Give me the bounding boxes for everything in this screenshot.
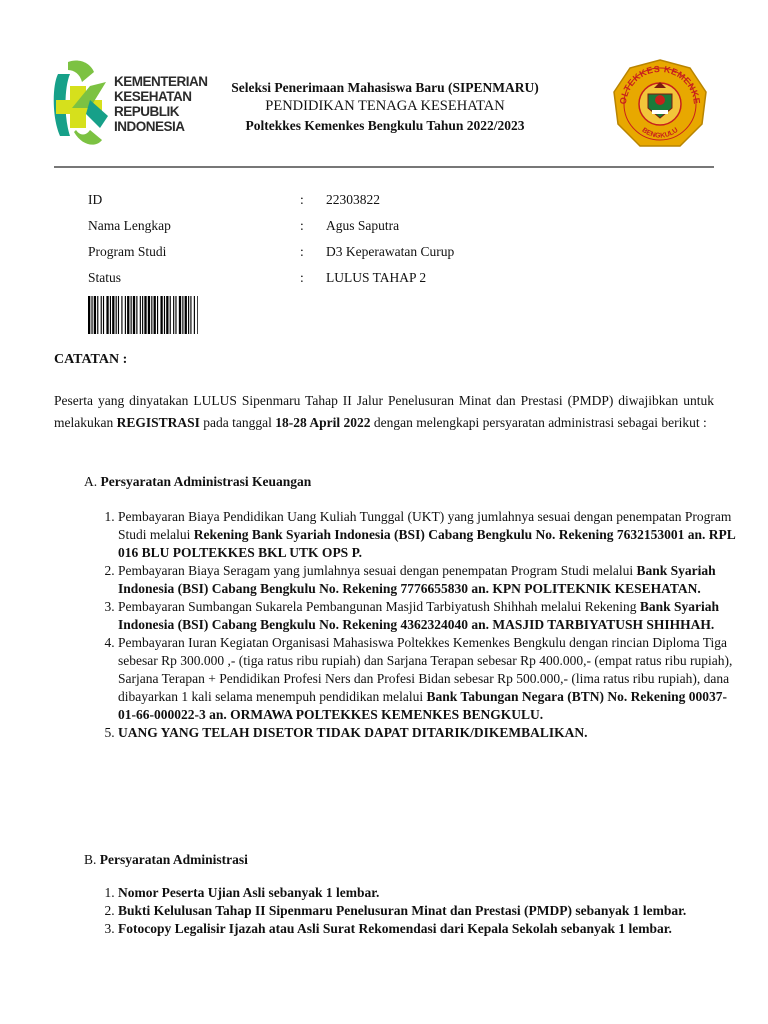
info-separator: : xyxy=(300,244,304,259)
requirement-bold-text: UANG YANG TELAH DISETOR TIDAK DAPAT DITARIK/DIKEMBALIKAN. xyxy=(118,725,588,740)
barcode-bar xyxy=(160,296,162,334)
info-label: ID xyxy=(88,192,103,207)
header-title-line-1: Seleksi Penerimaan Mahasiswa Baru (SIPENMARU) xyxy=(231,80,539,95)
ministry-logo xyxy=(50,56,208,152)
requirement-item xyxy=(118,920,736,938)
barcode-bar xyxy=(101,296,102,334)
section-b-heading: Persyaratan Administrasi xyxy=(99,852,248,867)
seal-bottom-text: BENGKULU xyxy=(640,126,680,140)
section-b-list xyxy=(100,884,736,938)
requirement-bold-text: Bukti Kelulusan Tahap II Sipenmaru Penelusuran Minat dan Prestasi (PMDP) sebanyak 1 lembar. xyxy=(118,903,687,918)
section-a-list xyxy=(100,508,736,742)
info-value: 22303822 xyxy=(326,192,380,207)
barcode-bar xyxy=(136,296,137,334)
barcode-bar xyxy=(157,296,158,334)
requirement-item xyxy=(118,634,736,724)
section-b-prefix: B. xyxy=(84,852,100,867)
barcode-bar xyxy=(127,296,129,334)
barcode-bar xyxy=(154,296,156,334)
barcode-bar xyxy=(170,296,171,334)
barcode-bar xyxy=(148,296,150,334)
barcode-bar xyxy=(91,296,92,334)
requirement-bold-text: Rekening Bank Syariah Indonesia (BSI) Cabang Bengkulu No. Rekening 7632153001 an. RPL 016 BLU POLTEKKES BKL UTK OPS P. xyxy=(118,527,736,560)
barcode-bar xyxy=(175,296,176,334)
barcode-bar xyxy=(97,296,98,334)
poltekkes-seal xyxy=(610,58,710,150)
info-separator: : xyxy=(300,192,304,207)
info-value: Agus Saputra xyxy=(326,218,400,233)
ministry-line-2: KESEHATAN xyxy=(114,89,192,104)
requirement-bold-text: Fotocopy Legalisir Ijazah atau Asli Surat Rekomendasi dari Kepala Sekolah sebanyak 1 lembar. xyxy=(118,921,672,936)
requirement-text: Pembayaran Sumbangan Sukarela Pembangunan Masjid Tarbiyatush Shihhah melalui Rekening xyxy=(118,599,640,614)
barcode-bar xyxy=(151,296,152,334)
intro-text: pada tanggal xyxy=(199,415,276,430)
barcode-bar xyxy=(144,296,146,334)
barcode-bar xyxy=(188,296,189,334)
barcode-bar xyxy=(106,296,108,334)
barcode-bar xyxy=(94,296,96,334)
info-separator: : xyxy=(300,270,304,285)
barcode-bar xyxy=(197,296,198,334)
section-a-title xyxy=(84,474,311,490)
requirement-bold-text: Nomor Peserta Ujian Asli sebanyak 1 lembar. xyxy=(118,885,380,900)
barcode-bar xyxy=(166,296,168,334)
barcode-bar xyxy=(164,296,165,334)
requirement-bold-text: Bank Syariah Indonesia (BSI) Cabang Bengkulu No. Rekening 4362324040 an. MASJID TARBIYATUSH SHIHHAH. xyxy=(118,599,719,632)
barcode-bar xyxy=(140,296,141,334)
header-divider xyxy=(54,166,714,168)
section-b-title xyxy=(84,852,248,868)
barcode-bar xyxy=(142,296,143,334)
info-label: Program Studi xyxy=(88,244,167,259)
info-value: D3 Keperawatan Curup xyxy=(326,244,455,259)
info-label: Nama Lengkap xyxy=(88,218,171,233)
requirement-item xyxy=(118,508,736,562)
info-separator: : xyxy=(300,218,304,233)
requirement-item xyxy=(118,562,736,598)
requirement-text: Pembayaran Biaya Seragam yang jumlahnya sesuai dengan penempatan Program Studi melalui xyxy=(118,563,637,578)
barcode-bar xyxy=(118,296,119,334)
barcode-bar xyxy=(179,296,181,334)
info-value: LULUS TAHAP 2 xyxy=(326,270,427,285)
intro-registration-keyword: REGISTRASI xyxy=(116,415,200,430)
requirement-item xyxy=(118,884,736,902)
intro-paragraph xyxy=(54,390,714,434)
barcode-bar xyxy=(133,296,135,334)
barcode-bar xyxy=(103,296,104,334)
intro-text: dengan melengkapi persyaratan administrasi sebagai berikut : xyxy=(370,415,707,430)
ministry-line-3: REPUBLIK xyxy=(114,104,180,119)
intro-registration-dates: 18-28 April 2022 xyxy=(275,415,371,430)
barcode-bar xyxy=(173,296,174,334)
header-title-line-2: PENDIDIKAN TENAGA KESEHATAN xyxy=(265,98,505,114)
header-title-line-3: Poltekkes Kemenkes Bengkulu Tahun 2022/2023 xyxy=(245,118,525,133)
info-label: Status xyxy=(88,270,122,285)
requirement-item xyxy=(118,902,736,920)
barcode-bar xyxy=(110,296,111,334)
section-a-heading: Persyaratan Administrasi Keuangan xyxy=(100,474,312,489)
intro-text: Peserta yang dinyatakan LULUS Sipenmaru Tahap II Jalur Penelusuran Minat dan Prestasi (PMDP) diwajibkan untuk melakukan xyxy=(54,393,714,430)
requirement-text: Pembayaran Iuran Kegiatan Organisasi Mahasiswa Poltekkes Kemenkes Bengkulu dengan rincian Diploma Tiga sebesar Rp 300.000 ,- (tiga ratus ribu rupiah) dan Sarjana Terapan sebesar Rp 400.000,- (empat ratus ribu rupiah), Sarjana Terapan + Pendidikan Profesi Ners dan Profesi Bidan sebesar Rp 500.000,- (lima ratus ribu rupiah), dana dibayarkan 1 kali selama menempuh pendidikan melalui xyxy=(118,635,733,704)
barcode-bar xyxy=(88,296,90,334)
barcode-bar xyxy=(112,296,114,334)
requirement-item xyxy=(118,598,736,634)
requirement-bold-text: Bank Syariah Indonesia (BSI) Cabang Bengkulu No. Rekening 7776655830 an. KPN POLITEKNIK KESEHATAN. xyxy=(118,563,716,596)
ministry-emblem-icon xyxy=(50,56,112,152)
barcode-bar xyxy=(185,296,187,334)
requirement-item xyxy=(118,724,736,742)
barcode-bar xyxy=(182,296,183,334)
requirement-text: Pembayaran Biaya Pendidikan Uang Kuliah Tunggal (UKT) yang jumlahnya sesuai dengan penempatan Program Studi melalui xyxy=(118,509,732,542)
barcode-bar xyxy=(194,296,195,334)
barcode xyxy=(88,296,198,334)
barcode-bar xyxy=(131,296,132,334)
seal-top-text: OLTEKKES KEMENKE xyxy=(617,63,703,105)
ministry-line-4: INDONESIA xyxy=(114,119,185,134)
barcode-bar xyxy=(125,296,126,334)
requirement-bold-text: Bank Tabungan Negara (BTN) No. Rekening 00037-01-66-000022-3 an. ORMAWA POLTEKKES KEMENKES BENGKULU. xyxy=(118,689,727,722)
document-header xyxy=(210,78,560,135)
barcode-bar xyxy=(121,296,122,334)
section-a-prefix: A. xyxy=(84,474,101,489)
notes-heading: CATATAN : xyxy=(54,352,128,367)
barcode-bar xyxy=(190,296,191,334)
poltekkes-seal-icon xyxy=(610,58,710,150)
ministry-line-1: KEMENTERIAN xyxy=(114,74,208,89)
barcode-bar xyxy=(116,296,117,334)
